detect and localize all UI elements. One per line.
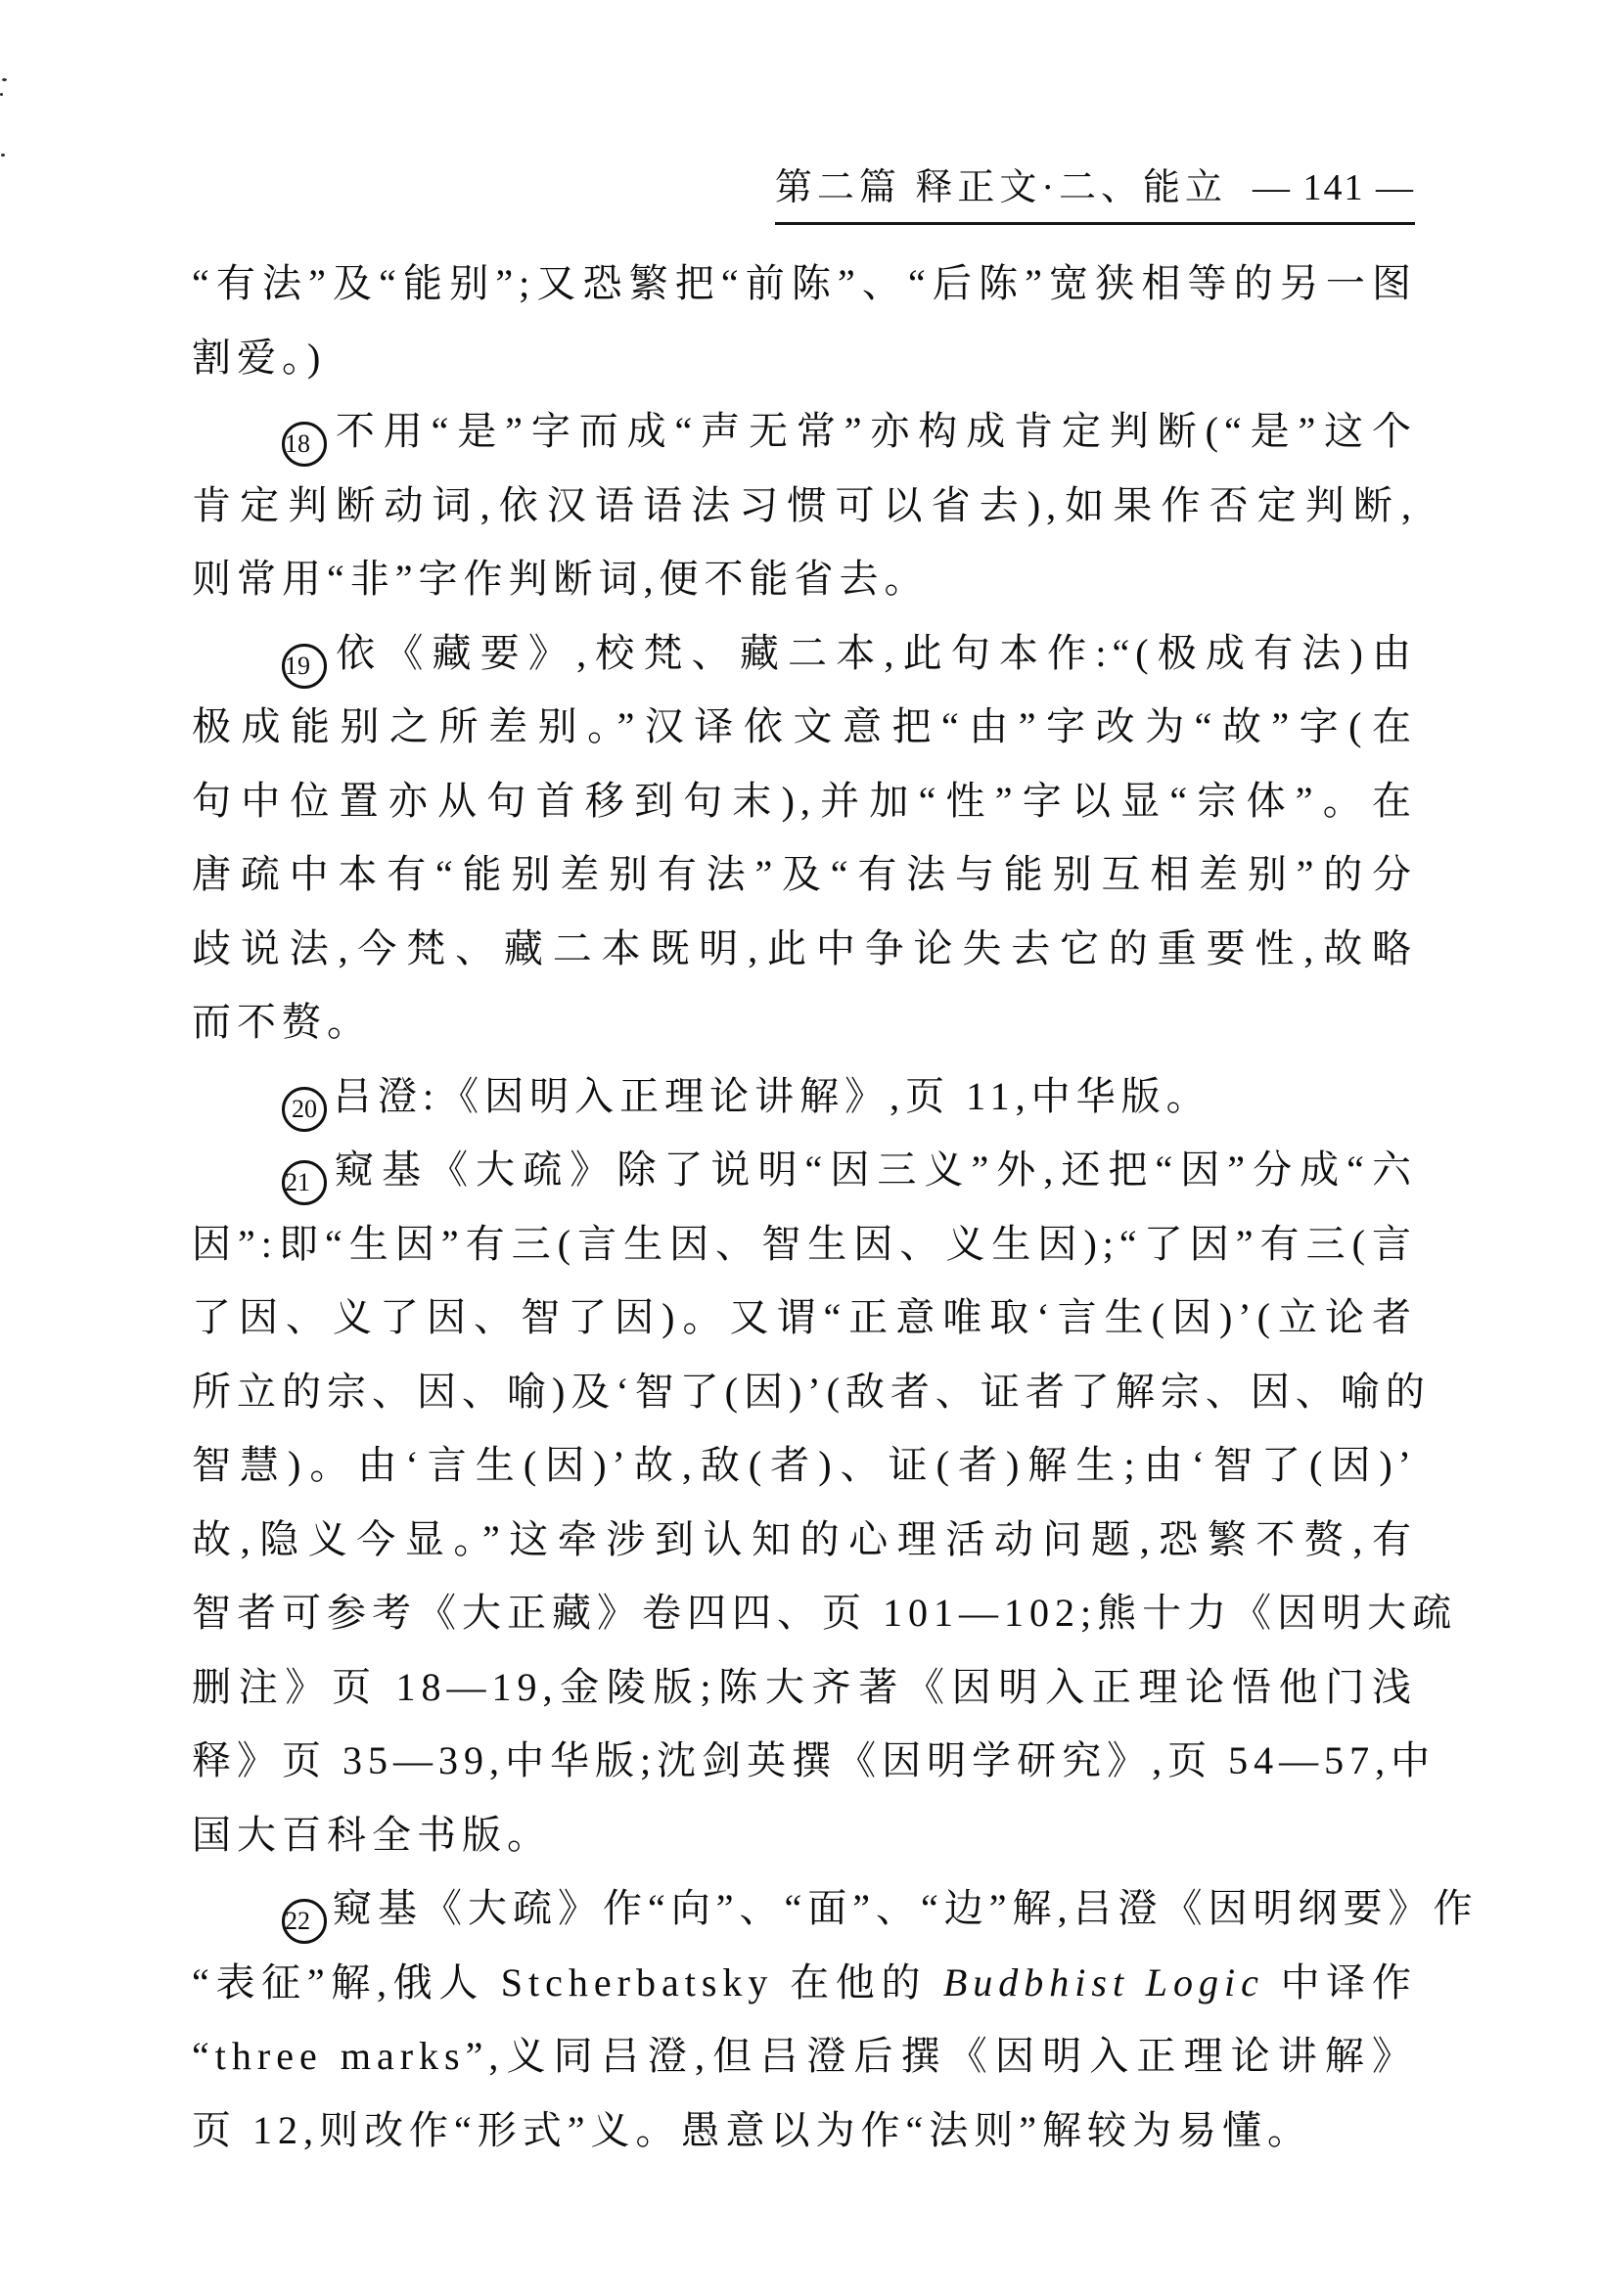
text-run: 窥基《大疏》除了说明“因三义”外,还把“因”分成“六 — [333, 1148, 1417, 1192]
text-run: 则常用“非”字作判断词,便不能省去。 — [192, 557, 930, 601]
text-line — [192, 690, 1417, 764]
text-run: “表征”解,俄人 Stcherbatsky 在他的 — [192, 1959, 943, 2004]
text-line — [192, 247, 1417, 321]
text-line — [192, 394, 1417, 469]
text-line — [192, 1798, 1417, 1872]
text-run: 肯定判断动词,依汉语语法习惯可以省去),如果作否定判断, — [192, 482, 1417, 527]
text-run: 故,隐义今显。”这牵涉到认知的心理活动问题,恐繁不赘,有 — [192, 1516, 1417, 1561]
text-run: 割爱。) — [192, 335, 327, 380]
text-line — [192, 1059, 1417, 1134]
text-run: 极成能别之所差别。”汉译依文意把“由”字改为“故”字(在 — [192, 704, 1417, 748]
footnote-number: 18 — [282, 422, 327, 467]
paragraph — [192, 1133, 1458, 1871]
text-line — [192, 1946, 1417, 2020]
text-line — [192, 2019, 1417, 2093]
header-page-number: — 141 — — [1253, 167, 1415, 208]
text-run: 歧说法,今梵、藏二本既明,此中争论失去它的重要性,故略 — [192, 925, 1417, 970]
text-run: 因”:即“生因”有三(言生因、智生因、义生因);“了因”有三(言 — [192, 1221, 1417, 1266]
text-run: 窥基《大疏》作“向”、“面”、“边”解,吕澄《因明纲要》作 — [333, 1886, 1479, 1930]
text-run: 释》页 35—39,中华版;沈剑英撰《因明学研究》,页 54—57,中 — [192, 1738, 1437, 1782]
text-line — [192, 764, 1417, 838]
text-run: 了因、义了因、智了因)。又谓“正意唯取‘言生(因)’(立论者 — [192, 1295, 1417, 1339]
text-line — [192, 1503, 1417, 1577]
text-run: 唐疏中本有“能别差别有法”及“有法与能别互相差别”的分 — [192, 852, 1417, 896]
text-run: “three marks”,义同吕澄,但吕澄后撰《因明入正理论讲解》 — [192, 2034, 1417, 2078]
footnote-number: 19 — [282, 644, 327, 689]
paragraph — [192, 1059, 1417, 1134]
footnote-number: 20 — [282, 1087, 327, 1132]
text-line — [192, 1576, 1458, 1650]
paragraph — [192, 247, 1417, 394]
italic-book-title: Budbhist Logic — [942, 1959, 1264, 2004]
text-run: 页 12,则改作“形式”义。愚意以为作“法则”解较为易懂。 — [192, 2107, 1313, 2152]
text-line — [192, 2093, 1417, 2168]
paragraph — [192, 616, 1417, 1059]
text-line — [192, 1428, 1417, 1503]
text-line — [192, 469, 1417, 543]
text-line — [192, 912, 1417, 986]
text-run: 吕澄:《因明入正理论讲解》,页 11,中华版。 — [333, 1073, 1211, 1118]
text-run: 中译作 — [1263, 1959, 1418, 2004]
text-run: “有法”及“能别”;又恐繁把“前陈”、“后陈”宽狭相等的另一图 — [192, 261, 1417, 305]
text-run: 所立的宗、因、喻)及‘智了(因)’(敌者、证者了解宗、因、喻的 — [192, 1369, 1431, 1414]
text-line — [192, 1207, 1417, 1282]
scan-speck — [0, 93, 3, 96]
text-run: 句中位置亦从句首移到句末),并加“性”字以显“宗体”。在 — [192, 778, 1417, 823]
text-run: 依《藏要》,校梵、藏二本,此句本作:“(极成有法)由 — [333, 630, 1417, 675]
header-section-title: 第二篇 释正文·二、能立 — [774, 167, 1227, 208]
text-line — [192, 985, 1417, 1059]
text-run: 删注》页 18—19,金陵版;陈大齐著《因明入正理论悟他门浅 — [192, 1664, 1417, 1709]
text-line — [192, 1650, 1417, 1725]
text-line — [192, 1724, 1437, 1798]
text-run: 不用“是”字而成“声无常”亦构成肯定判断(“是”这个 — [333, 409, 1417, 453]
text-line — [192, 1133, 1417, 1207]
text-line — [192, 1871, 1479, 1946]
text-run: 智者可参考《大正藏》卷四四、页 101—102;熊十力《因明大疏 — [192, 1591, 1458, 1635]
text-run: 国大百科全书版。 — [192, 1812, 552, 1857]
footnote-number: 21 — [282, 1160, 327, 1205]
running-header — [775, 157, 1415, 225]
text-run: 智慧)。由‘言生(因)’故,敌(者)、证(者)解生;由‘智了(因)’ — [192, 1443, 1417, 1487]
footnote-number: 22 — [282, 1899, 327, 1944]
page-body — [192, 247, 1479, 2167]
text-line — [192, 616, 1417, 691]
scan-speck — [1, 154, 5, 157]
paragraph — [192, 394, 1417, 616]
paragraph — [192, 1871, 1479, 2167]
text-line — [192, 321, 1417, 395]
text-line — [192, 542, 1417, 616]
scan-speck — [2, 78, 7, 81]
text-run: 而不赘。 — [192, 1000, 372, 1044]
text-line — [192, 1281, 1417, 1355]
text-line — [192, 837, 1417, 912]
text-line — [192, 1355, 1431, 1429]
